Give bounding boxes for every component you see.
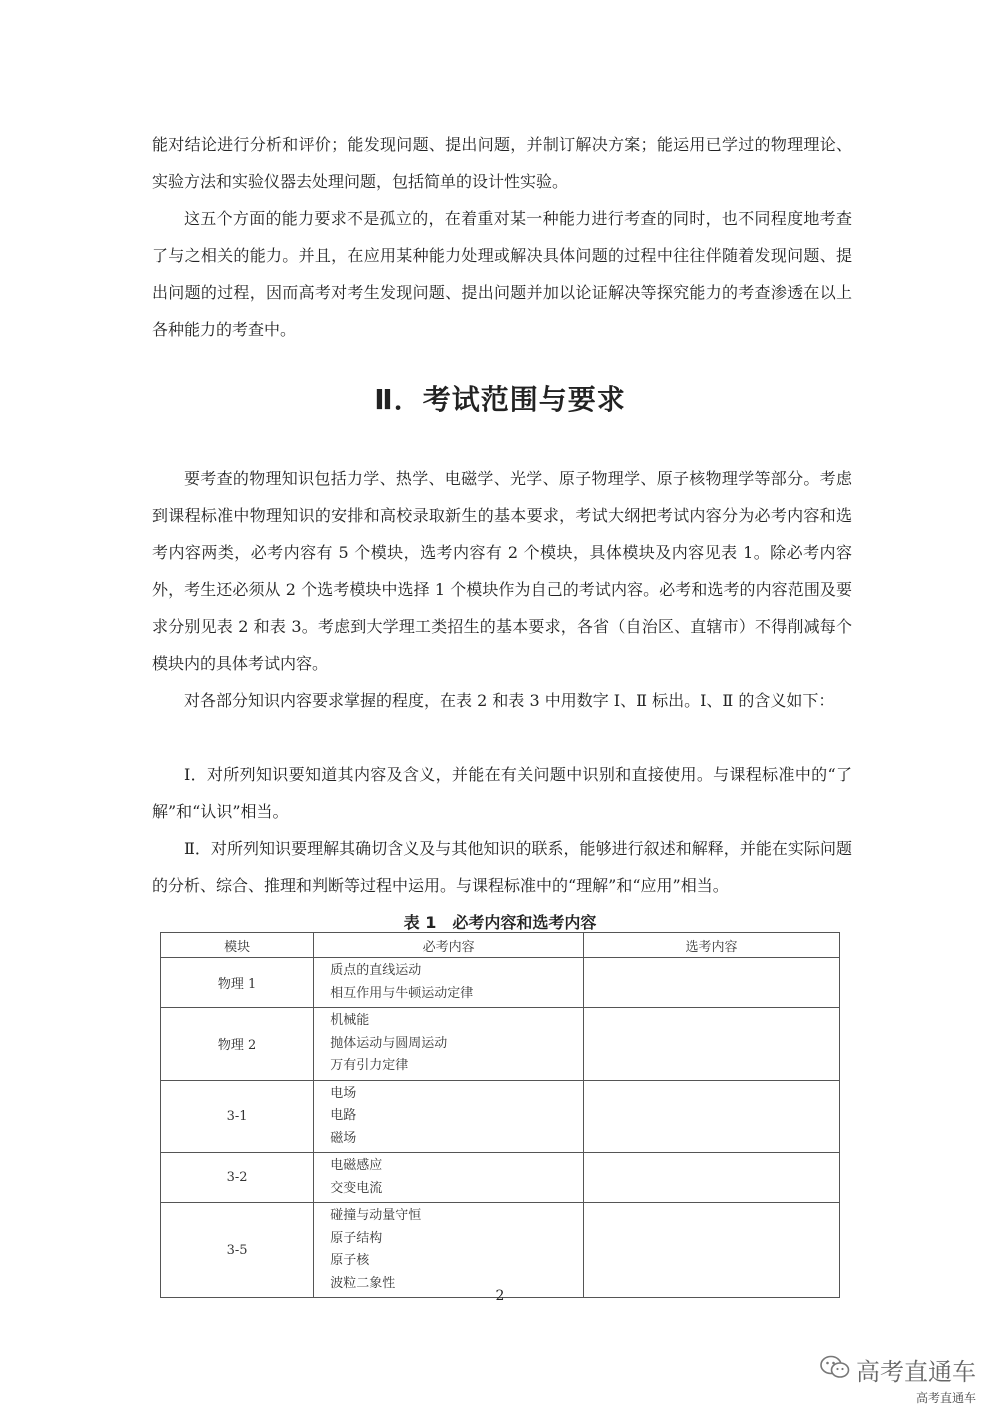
required-item: 碰撞与动量守恒 bbox=[330, 1208, 422, 1223]
required-item: 万有引力定律 bbox=[330, 1058, 409, 1073]
paragraph-1: 能对结论进行分析和评价；能发现问题、提出问题，并制订解决方案；能运用已学过的物理理论、实验方法和实验仪器去处理问题，包括简单的设计性实验。 bbox=[152, 135, 852, 191]
required-item: 电路 bbox=[330, 1108, 357, 1123]
module-cell: 3-1 bbox=[161, 1080, 314, 1153]
table-row bbox=[161, 1203, 840, 1298]
optional-cell bbox=[584, 1080, 840, 1153]
paragraph-2: 这五个方面的能力要求不是孤立的，在着重对某一种能力进行考查的同时，也不同程度地考查了与之相关的能力。并且，在应用某种能力处理或解决具体问题的过程中往往伴随着发现问题、提出问题的过程，因而高考对考生发现问题、提出问题并加以论证解决等探究能力的考查渗透在以上各种能力的考查中。 bbox=[152, 209, 852, 339]
required-cell bbox=[314, 1203, 584, 1298]
watermark-subtext: 高考直通车 bbox=[915, 1391, 976, 1405]
required-item: 抛体运动与圆周运动 bbox=[330, 1035, 448, 1051]
section-heading: Ⅱ．考试范围与要求 bbox=[374, 383, 626, 416]
page-number: 2 bbox=[495, 1288, 505, 1304]
optional-cell bbox=[584, 1008, 840, 1081]
required-item: 原子核 bbox=[330, 1253, 370, 1268]
content-table bbox=[160, 932, 840, 1298]
required-item: 质点的直线运动 bbox=[330, 963, 422, 978]
paragraph-6: Ⅱ．对所列知识要理解其确切含义及与其他知识的联系，能够进行叙述和解释，并能在实际问题的分析、综合、推理和判断等过程中运用。与课程标准中的“理解”和“应用”相当。 bbox=[152, 839, 852, 895]
paragraph-3: 要考查的物理知识包括力学、热学、电磁学、光学、原子物理学、原子核物理学等部分。考虑到课程标准中物理知识的安排和高校录取新生的基本要求，考试大纲把考试内容分为必考内容和选考内容两类，必考内容有 5 个模块，选考内容有 2 个模块，具体模块及内容见表 1。除必考内容外，考生还必须从 2 个选考模块中选择 1 个模块作为自己的考试内容。必考和选考的内容范围及要求分别见表 2 和表 3。考虑到大学理工类招生的基本要求，各省（自治区、直辖市）不得削减每个模块内的具体考试内容。 bbox=[152, 469, 852, 673]
required-item: 交变电流 bbox=[330, 1180, 383, 1196]
watermark bbox=[820, 1352, 976, 1406]
table-row bbox=[161, 1153, 840, 1203]
required-cell bbox=[314, 1153, 584, 1203]
module-cell: 物理 1 bbox=[161, 958, 314, 1008]
module-cell: 3-2 bbox=[161, 1153, 314, 1203]
table-row bbox=[161, 1080, 840, 1153]
table-caption: 表 1 必考内容和选考内容 bbox=[403, 913, 597, 932]
required-item: 机械能 bbox=[330, 1013, 370, 1028]
column-header: 选考内容 bbox=[584, 933, 840, 958]
optional-cell bbox=[584, 1203, 840, 1298]
optional-cell bbox=[584, 958, 840, 1008]
column-header: 模块 bbox=[161, 933, 314, 958]
required-item: 波粒二象性 bbox=[330, 1275, 396, 1291]
table-row bbox=[161, 1008, 840, 1081]
required-item: 原子结构 bbox=[330, 1230, 383, 1246]
required-cell bbox=[314, 958, 584, 1008]
wechat-icon bbox=[820, 1354, 850, 1386]
module-cell: 3-5 bbox=[161, 1203, 314, 1298]
required-item: 电磁感应 bbox=[330, 1158, 383, 1173]
watermark-main bbox=[820, 1352, 976, 1387]
optional-cell bbox=[584, 1153, 840, 1203]
paragraph-5: Ⅰ．对所列知识要知道其内容及含义，并能在有关问题中识别和直接使用。与课程标准中的“了解”和“认识”相当。 bbox=[152, 765, 852, 821]
required-item: 相互作用与牛顿运动定律 bbox=[330, 985, 474, 1001]
table-row bbox=[161, 958, 840, 1008]
table-header-row bbox=[161, 933, 840, 958]
required-cell bbox=[314, 1008, 584, 1081]
watermark-text: 高考直通车 bbox=[856, 1358, 976, 1386]
column-header: 必考内容 bbox=[314, 933, 584, 958]
required-item: 电场 bbox=[330, 1085, 357, 1101]
required-cell bbox=[314, 1080, 584, 1153]
required-item: 磁场 bbox=[330, 1130, 357, 1146]
module-cell: 物理 2 bbox=[161, 1008, 314, 1081]
paragraph-4: 对各部分知识内容要求掌握的程度，在表 2 和表 3 中用数字 Ⅰ、Ⅱ 标出。Ⅰ、Ⅱ 的含义如下： bbox=[184, 691, 835, 710]
